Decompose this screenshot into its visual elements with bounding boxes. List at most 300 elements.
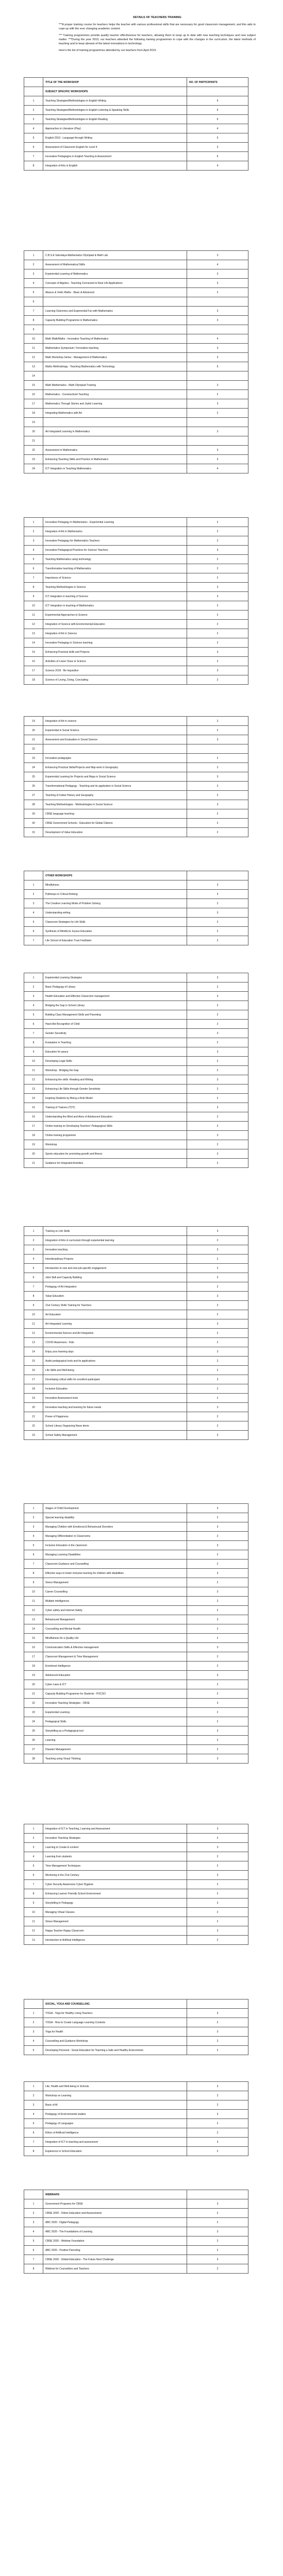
- column-header-participants: [187, 1999, 248, 2009]
- table-row: [24, 717, 248, 726]
- workshop-title: Pathways to Critical thinking: [43, 890, 187, 899]
- workshop-title: Managing Virtual Classes: [43, 1908, 187, 1917]
- workshop-title: Innovative Pedagogies in English Teaching & Assessment: [43, 152, 187, 161]
- participant-count: 2: [187, 1861, 248, 1871]
- workshop-table: [24, 250, 248, 473]
- table-row: [24, 436, 248, 446]
- table-row: [24, 982, 248, 992]
- participant-count: 3: [187, 1131, 248, 1140]
- workshop-title: Life Skills and Well-being: [43, 1366, 187, 1375]
- workshop-table: [24, 973, 248, 1168]
- row-number: 1: [24, 880, 43, 890]
- training-table: [24, 77, 248, 171]
- participant-count: 3: [187, 307, 248, 316]
- participant-count: 2: [187, 1597, 248, 1606]
- participant-count: 3: [187, 1319, 248, 1329]
- workshop-title: Joint Skill and Capacity Building: [43, 1273, 187, 1282]
- workshop-table: [24, 716, 248, 837]
- table-row: [24, 1689, 248, 1699]
- row-number: 5: [24, 133, 43, 143]
- table-row: [24, 1140, 248, 1149]
- participant-count: 2: [187, 536, 248, 546]
- workshop-title: Understanding the Mind and Aims of Adolescent Education: [43, 1112, 187, 1122]
- table-row: [24, 353, 248, 362]
- workshop-title: Mathematics Through Stories and Joyful Learning: [43, 399, 187, 409]
- participant-count: 2: [187, 782, 248, 791]
- table-row: [24, 133, 248, 143]
- table-row: [24, 1671, 248, 1680]
- workshop-title: CBSE Government Schools - Education for Global Citizens: [43, 819, 187, 828]
- workshop-title: Environmental Science and Art Integration: [43, 1329, 187, 1338]
- row-number: 7: [24, 1029, 43, 1038]
- participant-count: 2: [187, 1889, 248, 1899]
- table-row: [24, 666, 248, 675]
- row-number: 16: [24, 657, 43, 666]
- participant-count: 2: [187, 1264, 248, 1273]
- table-row: [24, 992, 248, 1001]
- table-row: [24, 1550, 248, 1560]
- row-number: 8: [24, 1889, 43, 1899]
- table-row: [24, 1338, 248, 1347]
- workshop-title: Time Management Techniques: [43, 1861, 187, 1871]
- column-header-participants: NO. OF PARTICIPANTS: [187, 78, 248, 87]
- workshop-title: Bridging the Gap in School Library: [43, 1001, 187, 1010]
- row-number: 15: [24, 381, 43, 390]
- row-number: 20: [24, 1149, 43, 1159]
- row-number: 4: [24, 2037, 43, 2046]
- row-number: 2: [24, 2018, 43, 2027]
- workshop-title: Teaching Strategies/Methodologies in English Listening & Speaking Skills: [43, 106, 187, 115]
- row-number: 13: [24, 1338, 43, 1347]
- table-row: [24, 371, 248, 381]
- workshop-title: Inclusive Education: [43, 1384, 187, 1394]
- row-number: 1: [24, 251, 43, 260]
- row-number: 2: [24, 1513, 43, 1522]
- participant-count: 2: [187, 1513, 248, 1522]
- workshop-title: Innovative Pedagogy for Mathematics Teachers: [43, 536, 187, 546]
- row-number: 24: [24, 763, 43, 772]
- workshop-title: Integration of Art in science: [43, 717, 187, 726]
- workshop-title: Ethics of Artificial Intelligence: [43, 2128, 187, 2138]
- participant-count: 3: [187, 446, 248, 455]
- row-number: 6: [24, 564, 43, 573]
- row-number: 15: [24, 1103, 43, 1112]
- participant-count: 2: [187, 2018, 248, 2027]
- table-row: [24, 1122, 248, 1131]
- workshop-title: Mathematics - Constructivist Teaching: [43, 390, 187, 399]
- table-row: [24, 518, 248, 527]
- table-row: [24, 381, 248, 390]
- intro-paragraph: Here's the list of training programmes attended by our teachers from April 2019.: [59, 49, 157, 52]
- row-number: 19: [24, 1671, 43, 1680]
- workshop-title: The Creative Learning Mode of Problem Solving: [43, 899, 187, 908]
- row-number: 2: [24, 1236, 43, 1245]
- table-row: [24, 1310, 248, 1319]
- workshop-title: Interdisciplinary Projects: [43, 1255, 187, 1264]
- table-row: [24, 1708, 248, 1717]
- participant-count: 2: [187, 918, 248, 927]
- participant-count: 6: [187, 106, 248, 115]
- workshop-table: [24, 517, 248, 685]
- row-number: 5: [24, 2119, 43, 2128]
- column-header-title: OTHER WORKSHOPS: [43, 871, 187, 880]
- table-row: [24, 1273, 248, 1282]
- table-row: [24, 1301, 248, 1310]
- row-number: 3: [24, 899, 43, 908]
- table-row: [24, 409, 248, 418]
- row-number: 8: [24, 161, 43, 171]
- workshop-title: Activities of Lower Class in Science: [43, 657, 187, 666]
- row-number: 13: [24, 362, 43, 371]
- row-number: 15: [24, 648, 43, 657]
- table-row: [24, 819, 248, 828]
- participant-count: 2: [187, 1384, 248, 1394]
- participant-count: 3: [187, 1522, 248, 1532]
- training-table: [24, 716, 248, 837]
- table-row: [24, 611, 248, 620]
- table-row: [24, 791, 248, 800]
- table-row: [24, 1899, 248, 1908]
- workshop-title: Life School of Education Trust Facilitator: [43, 936, 187, 945]
- workshop-title: ICT Integration in teaching of Mathematics: [43, 601, 187, 611]
- row-number: 8: [24, 316, 43, 325]
- participant-count: 6: [187, 115, 248, 124]
- row-number: 21: [24, 1689, 43, 1699]
- participant-count: 3: [187, 2199, 248, 2209]
- participant-count: 2: [187, 2091, 248, 2100]
- participant-count: 2: [187, 288, 248, 297]
- row-number: 14: [24, 371, 43, 381]
- training-table: [24, 517, 248, 685]
- participant-count: 2: [187, 2246, 248, 2255]
- workshop-title: Teaching Mathematics using technology: [43, 555, 187, 564]
- table-row: [24, 1615, 248, 1624]
- participant-count: 2: [187, 527, 248, 536]
- workshop-title: Stress Management: [43, 1578, 187, 1587]
- participant-count: 3: [187, 2138, 248, 2147]
- participant-count: 2: [187, 657, 248, 666]
- table-row: [24, 1094, 248, 1103]
- workshop-title: Enhancing Teaching Skills and Practice in Mathematics: [43, 455, 187, 464]
- participant-count: 3: [187, 269, 248, 279]
- table-row: [24, 334, 248, 344]
- workshop-title: Enhancing Practical skills and Projects: [43, 648, 187, 657]
- participant-count: 2: [187, 809, 248, 819]
- participant-count: 4: [187, 464, 248, 473]
- row-number: 7: [24, 2138, 43, 2147]
- row-number: 11: [24, 1917, 43, 1926]
- row-number: 7: [24, 307, 43, 316]
- row-number: 10: [24, 1057, 43, 1066]
- table-row: [24, 675, 248, 685]
- table-row: [24, 269, 248, 279]
- training-table: [24, 871, 248, 945]
- table-row: [24, 427, 248, 436]
- workshop-title: Education for peace: [43, 1047, 187, 1057]
- participant-count: 3: [187, 1273, 248, 1282]
- workshop-title: Managing Differentiation in Classrooms: [43, 1532, 187, 1541]
- row-number: 22: [24, 446, 43, 455]
- table-row: [24, 1001, 248, 1010]
- row-number: 8: [24, 583, 43, 592]
- table-row: [24, 527, 248, 536]
- row-number: 3: [24, 2027, 43, 2037]
- workshop-title: COVID Awareness - Kids: [43, 1338, 187, 1347]
- row-number: 11: [24, 1597, 43, 1606]
- table-row: [24, 2218, 248, 2227]
- participant-count: 3: [187, 546, 248, 555]
- workshop-title: Inclusive Education in the classroom: [43, 1541, 187, 1550]
- participant-count: 2: [187, 1159, 248, 1168]
- participant-count: 2: [187, 1412, 248, 1421]
- table-row: [24, 1680, 248, 1689]
- workshop-title: Counselling and Guidance Workshop: [43, 2037, 187, 2046]
- row-number: 23: [24, 1708, 43, 1717]
- row-number: 5: [24, 288, 43, 297]
- workshop-title: Experimental Approaches to Science: [43, 611, 187, 620]
- table-row: [24, 124, 248, 133]
- table-row: [24, 307, 248, 316]
- participant-count: 3: [187, 1899, 248, 1908]
- participant-count: 2: [187, 1662, 248, 1671]
- row-number: 20: [24, 427, 43, 436]
- row-number: 6: [24, 2128, 43, 2138]
- row-number: 1: [24, 2199, 43, 2209]
- participant-count: [187, 436, 248, 446]
- participant-count: 2: [187, 1689, 248, 1699]
- participant-count: 3: [187, 1569, 248, 1578]
- participant-count: 2: [187, 1038, 248, 1047]
- workshop-title: Introduction to new and new job-specific engagement: [43, 1264, 187, 1273]
- row-number: 8: [24, 2264, 43, 2274]
- row-number: 5: [24, 1541, 43, 1550]
- table-row: [24, 1834, 248, 1843]
- participant-count: 3: [187, 890, 248, 899]
- participant-count: 3: [187, 2027, 248, 2037]
- participant-count: 4: [187, 334, 248, 344]
- row-number: 6: [24, 927, 43, 936]
- training-table: [24, 973, 248, 1168]
- workshop-title: Classroom Guidance and Counselling: [43, 1560, 187, 1569]
- participant-count: 3: [187, 344, 248, 353]
- workshop-title: Guidance for Integrated Activities: [43, 1159, 187, 1168]
- participant-count: [187, 297, 248, 307]
- row-number: 7: [24, 936, 43, 945]
- column-header-participants: [187, 2190, 248, 2199]
- table-row: [24, 1889, 248, 1899]
- participant-count: 3: [187, 735, 248, 744]
- intro: [59, 15, 256, 55]
- table-row: [24, 1029, 248, 1038]
- workshop-title: Assessment and Evaluation in Social Science: [43, 735, 187, 744]
- workshop-title: Gender Sensitivity: [43, 1029, 187, 1038]
- workshop-title: Pedagogical Skills: [43, 1717, 187, 1726]
- participant-count: 3: [187, 1075, 248, 1084]
- table-row: [24, 1357, 248, 1366]
- participant-count: 2: [187, 1301, 248, 1310]
- row-number: 3: [24, 1522, 43, 1532]
- participant-count: 2: [187, 2037, 248, 2046]
- table-row: [24, 251, 248, 260]
- workshop-title: Capacity Building Programme for Students - POCSO: [43, 1689, 187, 1699]
- participant-count: 2: [187, 1745, 248, 1754]
- row-number: 19: [24, 418, 43, 427]
- row-number: 18: [24, 1131, 43, 1140]
- workshop-title: Pedagogy of Art Integration: [43, 1282, 187, 1292]
- participant-count: 3: [187, 800, 248, 809]
- table-row: [24, 1159, 248, 1168]
- participant-count: 2: [187, 1310, 248, 1319]
- table-row: [24, 1319, 248, 1329]
- row-number: 6: [24, 297, 43, 307]
- participant-count: 3: [187, 1871, 248, 1880]
- row-number: 2: [24, 2091, 43, 2100]
- table-row: [24, 2091, 248, 2100]
- row-number: 5: [24, 2046, 43, 2055]
- participant-count: 3: [187, 1824, 248, 1834]
- table-row: [24, 973, 248, 982]
- table-row: [24, 763, 248, 772]
- row-number: 2: [24, 527, 43, 536]
- workshop-title: Pedagogy of Environmental studies: [43, 2110, 187, 2119]
- row-number: 27: [24, 1745, 43, 1754]
- workshop-title: Workshop on Learning: [43, 2091, 187, 2100]
- table-row: [24, 782, 248, 791]
- row-number: 23: [24, 1431, 43, 1440]
- participant-count: 2: [187, 1578, 248, 1587]
- table-row: [24, 344, 248, 353]
- table-row: [24, 800, 248, 809]
- participant-count: [187, 371, 248, 381]
- participant-count: 5: [187, 133, 248, 143]
- page-title: DETAILS OF TEACHERS TRAINING: [133, 16, 181, 19]
- row-number: 16: [24, 1366, 43, 1375]
- table-row: [24, 1292, 248, 1301]
- workshop-title: ABC 2020 - Positive Parenting: [43, 2246, 187, 2255]
- row-number: 11: [24, 1066, 43, 1075]
- row-number: 8: [24, 1038, 43, 1047]
- participant-count: 2: [187, 1421, 248, 1431]
- workshop-title: Power of Happiness: [43, 1412, 187, 1421]
- row-number: 9: [24, 1578, 43, 1587]
- column-header-number: [24, 2190, 43, 2199]
- participant-count: 2: [187, 675, 248, 685]
- row-number: 12: [24, 353, 43, 362]
- workshop-title: Assessment of Classroom English for Level 4: [43, 143, 187, 152]
- participant-count: 2: [187, 1708, 248, 1717]
- table-row: [24, 601, 248, 611]
- table-row: [24, 564, 248, 573]
- row-number: 4: [24, 1852, 43, 1861]
- participant-count: 2: [187, 936, 248, 945]
- workshop-title: Mindfulness: [43, 880, 187, 890]
- table-row: [24, 890, 248, 899]
- workshop-title: 21st Century Skills Training for Teachers: [43, 1301, 187, 1310]
- participant-count: 2: [187, 726, 248, 735]
- table-row: [24, 927, 248, 936]
- row-number: 25: [24, 1726, 43, 1736]
- table-row: [24, 2227, 248, 2236]
- table-row: [24, 1329, 248, 1338]
- participant-count: 2: [187, 1560, 248, 1569]
- row-number: 1: [24, 1227, 43, 1236]
- row-number: 5: [24, 1861, 43, 1871]
- workshop-title: Classroom Strategies for Life Skills: [43, 918, 187, 927]
- workshop-title: English 2019 - Language through Writing: [43, 133, 187, 143]
- participant-count: 2: [187, 1094, 248, 1103]
- participant-count: 3: [187, 1245, 248, 1255]
- workshop-title: Teaching Strategies/Methodologies in English Writing: [43, 96, 187, 106]
- row-number: 12: [24, 1075, 43, 1084]
- row-number: [24, 87, 43, 96]
- row-number: 13: [24, 629, 43, 638]
- table-row: [24, 1699, 248, 1708]
- row-number: 3: [24, 1843, 43, 1852]
- workshop-title: Experiential Learning Strategies: [43, 973, 187, 982]
- row-number: 22: [24, 744, 43, 754]
- participant-count: 2: [187, 1624, 248, 1634]
- workshop-title: Introduction to Artificial Intelligence: [43, 1936, 187, 1945]
- participant-count: 2: [187, 1236, 248, 1245]
- table-row: [24, 1560, 248, 1569]
- workshop-table: [24, 2190, 248, 2274]
- table-row: [24, 629, 248, 638]
- workshop-title: Government Programs for CBSE: [43, 2199, 187, 2209]
- workshop-title: ICT Integration in Teaching Mathematics: [43, 464, 187, 473]
- row-number: 2: [24, 106, 43, 115]
- row-number: 4: [24, 1255, 43, 1264]
- workshop-title: Math Mathematics - Math Olympiad Training: [43, 381, 187, 390]
- table-row: [24, 1578, 248, 1587]
- table-row: [24, 399, 248, 409]
- table-row: [24, 573, 248, 583]
- participant-count: 3: [187, 2110, 248, 2119]
- table-row: [24, 936, 248, 945]
- workshop-title: ABC 2020 - Digital Pedagogy: [43, 2218, 187, 2227]
- table-row: [24, 1384, 248, 1394]
- workshop-title: Counselling and Mental Health: [43, 1624, 187, 1634]
- workshop-title: [43, 325, 187, 334]
- table-row: [24, 1917, 248, 1926]
- row-number: 5: [24, 1264, 43, 1273]
- participant-count: 2: [187, 1001, 248, 1010]
- row-number: 1: [24, 1824, 43, 1834]
- workshop-title: Basic Pedagogy of Library: [43, 982, 187, 992]
- workshop-title: Training of Trainers (TOT): [43, 1103, 187, 1112]
- table-row: [24, 828, 248, 837]
- workshop-title: Emotional Intelligence: [43, 1662, 187, 1671]
- participant-count: 2: [187, 1122, 248, 1131]
- workshop-title: Enhancing Practical Skills/Projects and Map work in Geography: [43, 763, 187, 772]
- table-row: [24, 1431, 248, 1440]
- participant-count: 3: [187, 1754, 248, 1764]
- table-row: [24, 1745, 248, 1754]
- row-number: 28: [24, 1754, 43, 1764]
- participant-count: 2: [187, 1140, 248, 1149]
- workshop-title: Innovative Assessment tools: [43, 1394, 187, 1403]
- workshop-title: Cyber Security Awareness Cyber Hygiene: [43, 1880, 187, 1889]
- table-row: [24, 2018, 248, 2027]
- table-row: [24, 1149, 248, 1159]
- row-number: 18: [24, 675, 43, 685]
- workshop-title: Storytelling in Pedagogy: [43, 1899, 187, 1908]
- workshop-title: Importance of Science: [43, 573, 187, 583]
- row-number: 16: [24, 1112, 43, 1122]
- table-row: [24, 161, 248, 171]
- workshop-title: Integration of Science with Environmental Education: [43, 620, 187, 629]
- table-row: [24, 1245, 248, 1255]
- workshop-title: Experience in School Education: [43, 2147, 187, 2156]
